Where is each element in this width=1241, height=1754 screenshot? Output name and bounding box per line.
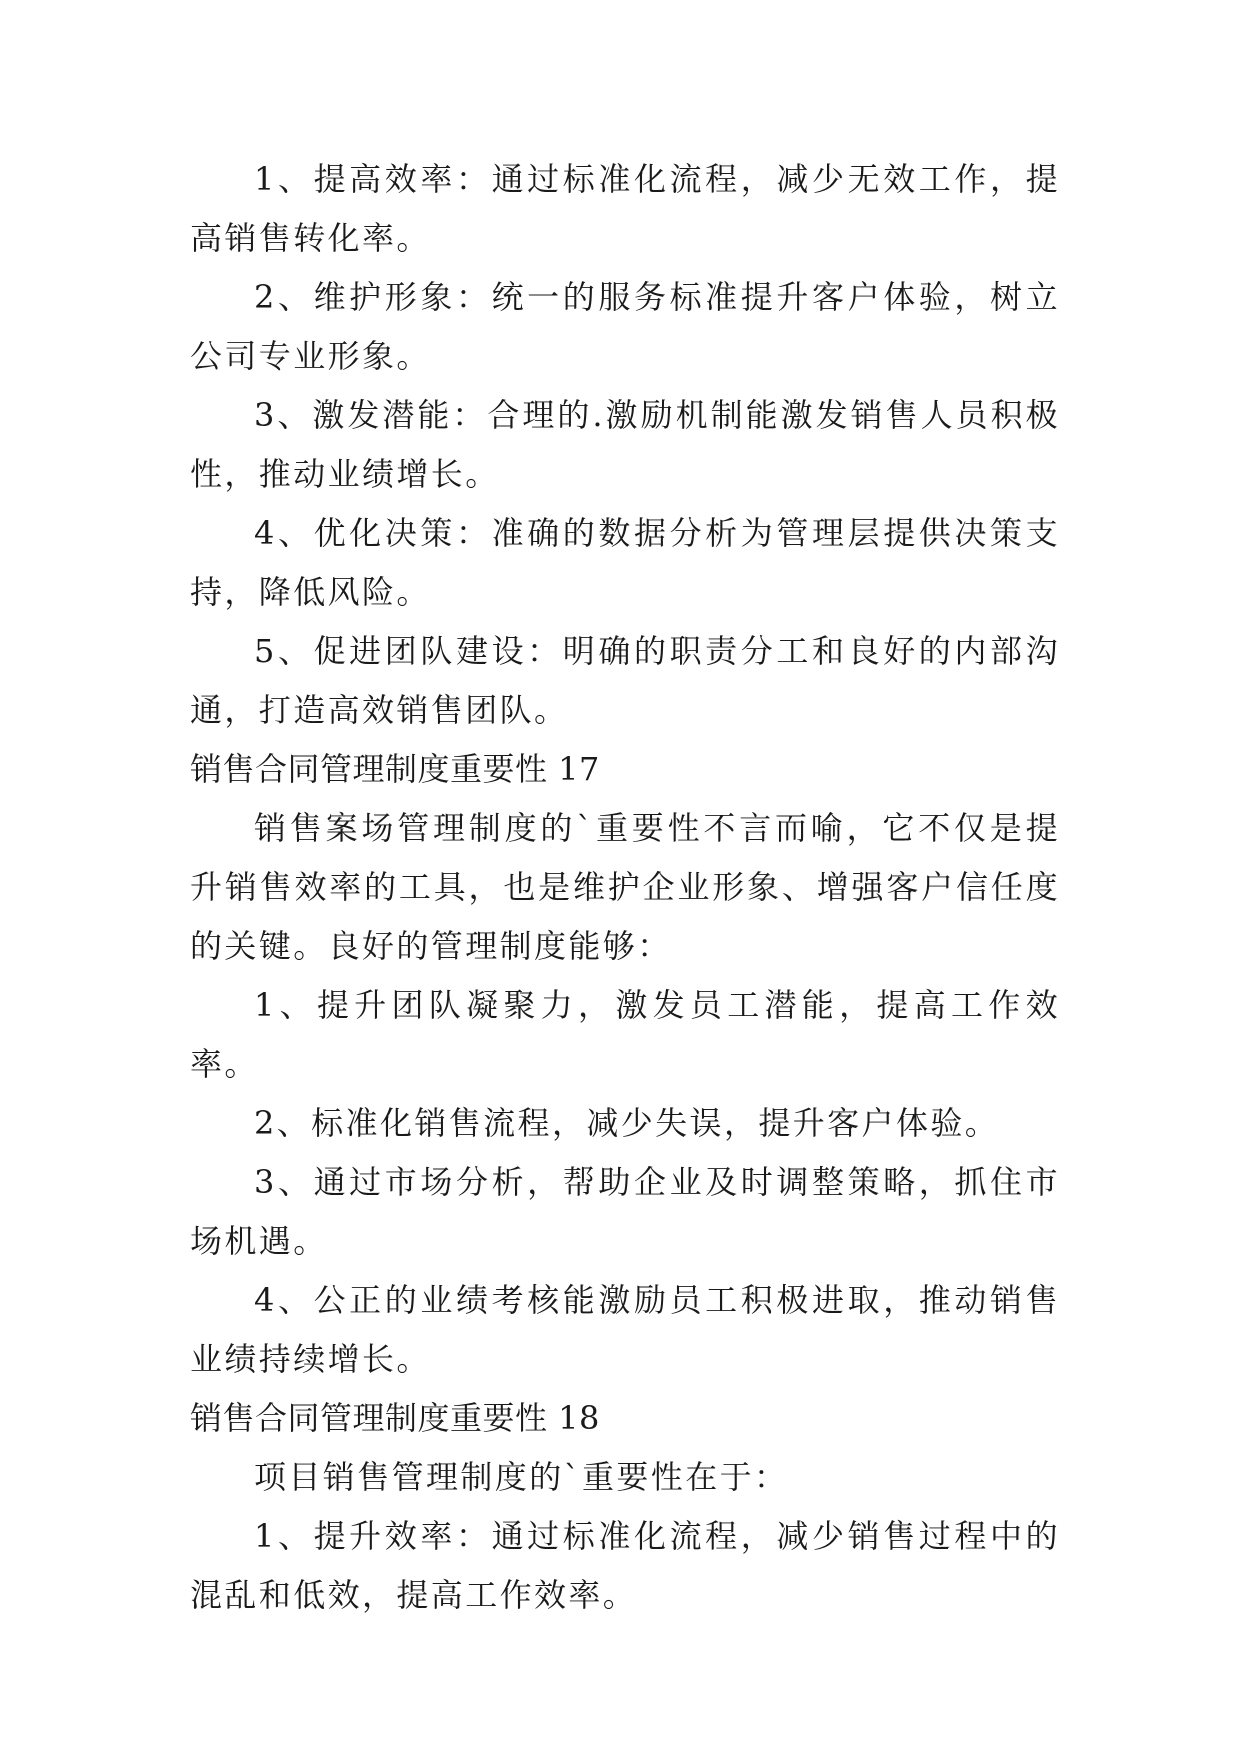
paragraph-intro-17: 销售案场管理制度的`重要性不言而喻，它不仅是提升销售效率的工具，也是维护企业形象、增强客户信任度的关键。良好的管理制度能够： bbox=[190, 809, 1060, 965]
paragraph-goal-team: 5、促进团队建设：明确的职责分工和良好的内部沟通，打造高效销售团队。 bbox=[190, 632, 1060, 729]
document-page bbox=[190, 150, 1060, 1625]
paragraph-item-17-3: 3、通过市场分析，帮助企业及时调整策略，抓住市场机遇。 bbox=[190, 1163, 1060, 1260]
section-heading-17: 销售合同管理制度重要性 17 bbox=[190, 750, 600, 788]
paragraph-item-17-2: 2、标准化销售流程，减少失误，提升客户体验。 bbox=[254, 1104, 1000, 1142]
paragraph-item-17-4: 4、公正的业绩考核能激励员工积极进取，推动销售业绩持续增长。 bbox=[190, 1281, 1060, 1378]
paragraph-item-17-1: 1、提升团队凝聚力，激发员工潜能，提高工作效率。 bbox=[190, 986, 1060, 1083]
paragraph-intro-18: 项目销售管理制度的`重要性在于： bbox=[254, 1458, 789, 1496]
paragraph-goal-image: 2、维护形象：统一的服务标准提升客户体验，树立公司专业形象。 bbox=[190, 278, 1060, 375]
paragraph-goal-efficiency: 1、提高效率：通过标准化流程，减少无效工作，提高销售转化率。 bbox=[190, 160, 1060, 257]
paragraph-item-18-1: 1、提升效率：通过标准化流程，减少销售过程中的混乱和低效，提高工作效率。 bbox=[190, 1517, 1060, 1614]
section-heading-18: 销售合同管理制度重要性 18 bbox=[190, 1399, 600, 1437]
paragraph-goal-decision: 4、优化决策：准确的数据分析为管理层提供决策支持，降低风险。 bbox=[190, 514, 1060, 611]
paragraph-goal-potential: 3、激发潜能：合理的.激励机制能激发销售人员积极性，推动业绩增长。 bbox=[190, 396, 1060, 493]
